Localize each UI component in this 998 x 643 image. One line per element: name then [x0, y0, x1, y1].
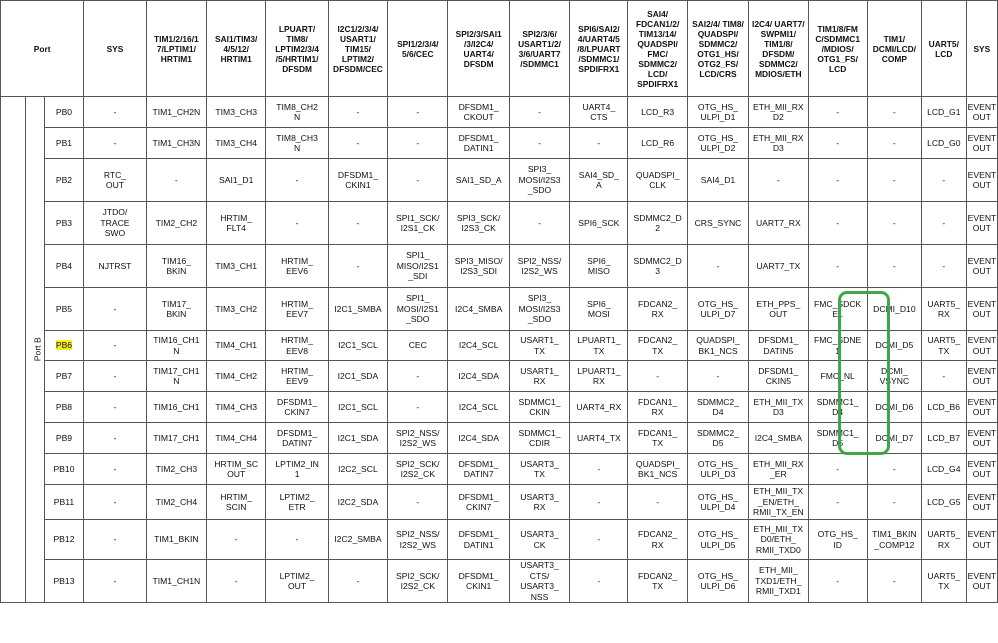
function-cell: OTG_HS_ ULPI_D4	[687, 485, 748, 520]
header-af6: SPI2/3/SAI1 /3/I2C4/ UART4/ DFSDM	[448, 1, 509, 97]
function-cell: TIM1_BKIN	[146, 520, 206, 560]
function-cell: SPI6_SCK	[570, 202, 628, 245]
table-row	[1, 485, 998, 520]
function-cell: -	[808, 97, 867, 128]
function-cell: DFSDM1_ DATIN7	[448, 454, 509, 485]
function-cell: SDMMC1_ D5	[808, 423, 867, 454]
function-cell: SPI1_ MOSI/I2S1 _SDO	[388, 288, 448, 331]
function-cell: -	[808, 454, 867, 485]
function-cell: -	[628, 361, 687, 392]
function-cell: SPI6_ MISO	[570, 245, 628, 288]
function-cell: LPUART1_ TX	[570, 331, 628, 361]
function-cell: -	[867, 454, 921, 485]
function-cell: FDCAN1_ RX	[628, 392, 687, 423]
function-cell: SDMMC1_ D4	[808, 392, 867, 423]
function-cell: DFSDM1_ CKIN1	[448, 560, 509, 603]
table-row	[1, 423, 998, 454]
function-cell: -	[867, 202, 921, 245]
function-cell: -	[749, 159, 808, 202]
function-cell: HRTIM_ FLT4	[207, 202, 266, 245]
header-af8: SPI6/SAI2/ 4/UART4/5 /8/LPUART /SDMMC1/ SPDIFRX1	[570, 1, 628, 97]
function-cell: -	[266, 159, 328, 202]
function-cell: DFSDM1_ DATIN1	[448, 128, 509, 159]
function-cell: OTG_HS_ ULPI_D2	[687, 128, 748, 159]
function-cell: -	[808, 202, 867, 245]
table-row	[1, 331, 998, 361]
function-cell: EVENT OUT	[966, 485, 997, 520]
function-cell: -	[867, 245, 921, 288]
function-cell: -	[84, 560, 146, 603]
function-cell: TIM3_CH3	[207, 97, 266, 128]
function-cell: USART1_ RX	[509, 361, 569, 392]
header-af2: SAI1/TIM3/ 4/5/12/ HRTIM1	[207, 1, 266, 97]
function-cell: SDMMC2_D 2	[628, 202, 687, 245]
function-cell: DFSDM1_ DATIN7	[266, 423, 328, 454]
function-cell: QUADSPI_ CLK	[628, 159, 687, 202]
function-cell: -	[570, 485, 628, 520]
header-af3: LPUART/ TIM8/ LPTIM2/3/4 /5/HRTIM1/ DFSDM	[266, 1, 328, 97]
function-cell: LPTIM2_ OUT	[266, 560, 328, 603]
function-cell: -	[808, 245, 867, 288]
header-af10: SAI2/4/ TIM8/ QUADSPI/ SDMMC2/ OTG1_HS/ OTG2_FS/ LCD/CRS	[687, 1, 748, 97]
function-cell: I2C4_SCL	[448, 392, 509, 423]
function-cell: TIM3_CH1	[207, 245, 266, 288]
function-cell: -	[84, 331, 146, 361]
function-cell: QUADSPI_ BK1_NCS	[687, 331, 748, 361]
function-cell: CRS_SYNC	[687, 202, 748, 245]
function-cell: -	[628, 485, 687, 520]
function-cell: HRTIM_ EEV6	[266, 245, 328, 288]
pin-name-text: PB3	[55, 217, 73, 228]
pin-name	[44, 361, 84, 392]
function-cell: USART3_ TX	[509, 454, 569, 485]
function-cell: LCD_G0	[921, 128, 966, 159]
function-cell: -	[266, 520, 328, 560]
function-cell: TIM17_CH1 N	[146, 361, 206, 392]
function-cell: JTDO/ TRACE SWO	[84, 202, 146, 245]
function-cell: -	[808, 159, 867, 202]
pin-name-text: PB0	[55, 106, 73, 117]
table-body	[1, 97, 998, 603]
header-port: Port	[1, 1, 84, 97]
function-cell: -	[808, 560, 867, 603]
function-cell: -	[388, 159, 448, 202]
pin-name-text: PB5	[55, 303, 73, 314]
function-cell: FDCAN2_ TX	[628, 560, 687, 603]
function-cell: EVENT OUT	[966, 128, 997, 159]
function-cell: ETH_MII_TX D0/ETH_ RMII_TXD0	[749, 520, 808, 560]
function-cell: SAI4_SD_ A	[570, 159, 628, 202]
function-cell: -	[388, 97, 448, 128]
function-cell: DCMI_D5	[867, 331, 921, 361]
function-cell: SPI1_SCK/ I2S1_CK	[388, 202, 448, 245]
pin-name-text: PB2	[55, 174, 73, 185]
function-cell: ETH_MII_TX D3	[749, 392, 808, 423]
function-cell: HRTIM_ SCIN	[207, 485, 266, 520]
function-cell: -	[921, 202, 966, 245]
pin-name	[44, 560, 84, 603]
function-cell: UART7_TX	[749, 245, 808, 288]
pin-name	[44, 392, 84, 423]
function-cell: -	[808, 485, 867, 520]
function-cell: FMC_SDCK E1	[808, 288, 867, 331]
function-cell: TIM8_CH2 N	[266, 97, 328, 128]
function-cell: -	[509, 97, 569, 128]
table-row	[1, 392, 998, 423]
function-cell: LPUART1_ RX	[570, 361, 628, 392]
function-cell: EVENT OUT	[966, 392, 997, 423]
function-cell: -	[388, 485, 448, 520]
function-cell: FMC_NL	[808, 361, 867, 392]
function-cell: LPTIM2_IN 1	[266, 454, 328, 485]
function-cell: -	[921, 159, 966, 202]
function-cell: TIM2_CH3	[146, 454, 206, 485]
header-af13: TIM1/ DCMI/LCD/ COMP	[867, 1, 921, 97]
function-cell: CEC	[388, 331, 448, 361]
function-cell: -	[84, 128, 146, 159]
function-cell: -	[867, 128, 921, 159]
function-cell: SPI3_MISO/ I2S3_SDI	[448, 245, 509, 288]
function-cell: OTG_HS_ ID	[808, 520, 867, 560]
table-row	[1, 245, 998, 288]
function-cell: NJTRST	[84, 245, 146, 288]
function-cell: -	[84, 520, 146, 560]
function-cell: I2C1_SDA	[328, 361, 387, 392]
function-cell: QUADSPI_ BK1_NCS	[628, 454, 687, 485]
function-cell: OTG_HS_ ULPI_D7	[687, 288, 748, 331]
function-cell: FMC_SDNE 1	[808, 331, 867, 361]
pin-name	[44, 485, 84, 520]
function-cell: FDCAN1_ TX	[628, 423, 687, 454]
table-row	[1, 159, 998, 202]
function-cell: ETH_MII_RX D2	[749, 97, 808, 128]
table-row	[1, 560, 998, 603]
table-row	[1, 97, 998, 128]
function-cell: HRTIM_ EEV8	[266, 331, 328, 361]
function-cell: -	[84, 97, 146, 128]
function-cell: -	[570, 520, 628, 560]
pin-name	[44, 520, 84, 560]
function-cell: I2C1_SCL	[328, 392, 387, 423]
function-cell: TIM4_CH3	[207, 392, 266, 423]
function-cell: LCD_B6	[921, 392, 966, 423]
function-cell: -	[867, 97, 921, 128]
port-group-cell	[25, 97, 44, 603]
function-cell: SPI2_NSS/ I2S2_WS	[388, 520, 448, 560]
pin-name	[44, 245, 84, 288]
function-cell: EVENT OUT	[966, 245, 997, 288]
function-cell: -	[388, 128, 448, 159]
header-sys: SYS	[84, 1, 146, 97]
function-cell: TIM17_ BKIN	[146, 288, 206, 331]
function-cell: -	[328, 560, 387, 603]
port-group-label: Port B	[32, 337, 43, 362]
function-cell: SDMMC2_D 3	[628, 245, 687, 288]
function-cell: LCD_R6	[628, 128, 687, 159]
function-cell: -	[328, 97, 387, 128]
function-cell: SPI1_ MISO/I2S1 _SDI	[388, 245, 448, 288]
function-cell: DFSDM1_ CKOUT	[448, 97, 509, 128]
function-cell: SPI3_ MOSI/I2S3 _SDO	[509, 159, 569, 202]
function-cell: EVENT OUT	[966, 202, 997, 245]
function-cell: TIM3_CH4	[207, 128, 266, 159]
function-cell: I2C1_SMBA	[328, 288, 387, 331]
function-cell: SDMMC2_ D5	[687, 423, 748, 454]
function-cell: RTC_ OUT	[84, 159, 146, 202]
function-cell: TIM8_CH3 N	[266, 128, 328, 159]
function-cell: LCD_G1	[921, 97, 966, 128]
function-cell: -	[84, 392, 146, 423]
function-cell: -	[570, 560, 628, 603]
function-cell: USART3_ CK	[509, 520, 569, 560]
pin-name-text: PB4	[55, 260, 73, 271]
function-cell: OTG_HS_ ULPI_D1	[687, 97, 748, 128]
function-cell: FDCAN2_ TX	[628, 331, 687, 361]
function-cell: LCD_R3	[628, 97, 687, 128]
function-cell: TIM3_CH2	[207, 288, 266, 331]
function-cell: I2C4_SMBA	[749, 423, 808, 454]
pin-name-text: PB1	[55, 137, 73, 148]
function-cell: UART4_ CTS	[570, 97, 628, 128]
function-cell: SAI4_D1	[687, 159, 748, 202]
function-cell: EVENT OUT	[966, 97, 997, 128]
function-cell: TIM4_CH4	[207, 423, 266, 454]
pin-name	[44, 423, 84, 454]
pin-name-text: PB13	[53, 575, 75, 586]
function-cell: -	[570, 454, 628, 485]
function-cell: EVENT OUT	[966, 288, 997, 331]
function-cell: UART4_RX	[570, 392, 628, 423]
function-cell: TIM2_CH4	[146, 485, 206, 520]
function-cell: SPI2_NSS/ I2S2_WS	[388, 423, 448, 454]
function-cell: LCD_G5	[921, 485, 966, 520]
function-cell: TIM17_CH1	[146, 423, 206, 454]
function-cell: EVENT OUT	[966, 159, 997, 202]
function-cell: USART3_ CTS/ USART3_ NSS	[509, 560, 569, 603]
header-af11: I2C4/ UART7/ SWPMI1/ TIM1/8/ DFSDM/ SDMMC2/ MDIOS/ETH	[749, 1, 808, 97]
function-cell: ETH_MII_RX D3	[749, 128, 808, 159]
header-af12: TIM1/8/FM C/SDMMC1 /MDIOS/ OTG1_FS/ LCD	[808, 1, 867, 97]
header-af5: SPI1/2/3/4/ 5/6/CEC	[388, 1, 448, 97]
function-cell: DFSDM1_ CKIN7	[266, 392, 328, 423]
table-row	[1, 361, 998, 392]
table-row	[1, 520, 998, 560]
pin-name-text: PB8	[55, 401, 73, 412]
pin-name	[44, 331, 84, 361]
function-cell: -	[921, 245, 966, 288]
function-cell: SDMMC1_ CKIN	[509, 392, 569, 423]
function-cell: UART4_TX	[570, 423, 628, 454]
function-cell: SPI3_ MOSI/I2S3 _SDO	[509, 288, 569, 331]
function-cell: -	[84, 485, 146, 520]
pin-name	[44, 97, 84, 128]
function-cell: -	[921, 361, 966, 392]
pin-name	[44, 202, 84, 245]
function-cell: HRTIM_SC OUT	[207, 454, 266, 485]
function-cell: I2C2_SMBA	[328, 520, 387, 560]
function-cell: -	[207, 560, 266, 603]
function-cell: -	[509, 202, 569, 245]
function-cell: -	[570, 128, 628, 159]
function-cell: HRTIM_ EEV9	[266, 361, 328, 392]
function-cell: DFSDM1_ CKIN5	[749, 361, 808, 392]
function-cell: -	[146, 159, 206, 202]
pin-name-text: PB9	[55, 432, 73, 443]
function-cell: USART1_ TX	[509, 331, 569, 361]
header-sys-out: SYS	[966, 1, 997, 97]
function-cell: LPTIM2_ ETR	[266, 485, 328, 520]
function-cell: LCD_G4	[921, 454, 966, 485]
function-cell: UART7_RX	[749, 202, 808, 245]
function-cell: -	[84, 423, 146, 454]
function-cell: -	[867, 560, 921, 603]
function-cell: SAI1_D1	[207, 159, 266, 202]
table-row	[1, 288, 998, 331]
function-cell: EVENT OUT	[966, 520, 997, 560]
function-cell: UART5_ RX	[921, 288, 966, 331]
function-cell: FDCAN2_ RX	[628, 520, 687, 560]
function-cell: SPI6_ MOSI	[570, 288, 628, 331]
function-cell: EVENT OUT	[966, 331, 997, 361]
group-spacer	[1, 97, 26, 603]
function-cell: I2C2_SCL	[328, 454, 387, 485]
function-cell: -	[84, 288, 146, 331]
function-cell: ETH_MII_RX _ER	[749, 454, 808, 485]
function-cell: -	[328, 202, 387, 245]
function-cell: -	[84, 454, 146, 485]
function-cell: TIM1_CH3N	[146, 128, 206, 159]
pin-name	[44, 288, 84, 331]
table-row	[1, 454, 998, 485]
header-af4: I2C1/2/3/4/ USART1/ TIM15/ LPTIM2/ DFSDM/CEC	[328, 1, 387, 97]
function-cell: ETH_MII_TX _EN/ETH_ RMII_TX_EN	[749, 485, 808, 520]
function-cell: FDCAN2_ RX	[628, 288, 687, 331]
function-cell: SPI3_SCK/ I2S3_CK	[448, 202, 509, 245]
function-cell: TIM4_CH2	[207, 361, 266, 392]
function-cell: DCMI_ VSYNC	[867, 361, 921, 392]
function-cell: OTG_HS_ ULPI_D6	[687, 560, 748, 603]
function-cell: SDMMC1_ CDIR	[509, 423, 569, 454]
function-cell: UART5_ TX	[921, 560, 966, 603]
function-cell: TIM16_CH1	[146, 392, 206, 423]
header-af9: SAI4/ FDCAN1/2/ TIM13/14/ QUADSPI/ FMC/ SDMMC2/ LCD/ SPDIFRX1	[628, 1, 687, 97]
function-cell: OTG_HS_ ULPI_D3	[687, 454, 748, 485]
function-cell: -	[867, 485, 921, 520]
function-cell: -	[867, 159, 921, 202]
function-cell: -	[328, 245, 387, 288]
pin-name	[44, 454, 84, 485]
function-cell: OTG_HS_ ULPI_D5	[687, 520, 748, 560]
function-cell: -	[84, 361, 146, 392]
function-cell: -	[266, 202, 328, 245]
function-cell: -	[388, 361, 448, 392]
function-cell: I2C4_SDA	[448, 361, 509, 392]
function-cell: SDMMC2_ D4	[687, 392, 748, 423]
function-cell: DFSDM1_ DATIN1	[448, 520, 509, 560]
function-cell: -	[808, 128, 867, 159]
function-cell: UART5_ RX	[921, 520, 966, 560]
function-cell: TIM16_CH1 N	[146, 331, 206, 361]
function-cell: -	[328, 128, 387, 159]
function-cell: UART5_ TX	[921, 331, 966, 361]
pin-name-text: PB12	[53, 534, 75, 545]
pin-name-highlighted: PB6	[55, 340, 73, 351]
function-cell: TIM1_CH2N	[146, 97, 206, 128]
function-cell: LCD_B7	[921, 423, 966, 454]
pin-name-text: PB11	[53, 496, 75, 507]
function-cell: TIM2_CH2	[146, 202, 206, 245]
function-cell: I2C4_SDA	[448, 423, 509, 454]
header-af1: TIM1/2/16/1 7/LPTIM1/ HRTIM1	[146, 1, 206, 97]
function-cell: EVENT OUT	[966, 361, 997, 392]
function-cell: I2C4_SCL	[448, 331, 509, 361]
pin-name	[44, 159, 84, 202]
table-row	[1, 202, 998, 245]
function-cell: DFSDM1_ CKIN7	[448, 485, 509, 520]
header-af14: UART5/ LCD	[921, 1, 966, 97]
function-cell: -	[388, 392, 448, 423]
function-cell: SPI2_NSS/ I2S2_WS	[509, 245, 569, 288]
function-cell: -	[687, 245, 748, 288]
pin-name-text: PB10	[53, 463, 75, 474]
function-cell: DCMI_D10	[867, 288, 921, 331]
function-cell: EVENT OUT	[966, 454, 997, 485]
header-af7: SPI2/3/6/ USART1/2/ 3/6/UART7 /SDMMC1	[509, 1, 569, 97]
function-cell: EVENT OUT	[966, 423, 997, 454]
function-cell: DCMI_D6	[867, 392, 921, 423]
table-row	[1, 128, 998, 159]
function-cell: ETH_PPS_ OUT	[749, 288, 808, 331]
function-cell: EVENT OUT	[966, 560, 997, 603]
function-cell: I2C1_SDA	[328, 423, 387, 454]
function-cell: -	[509, 128, 569, 159]
function-cell: SAI1_SD_A	[448, 159, 509, 202]
function-cell: ETH_MII_ TXD1/ETH_ RMII_TXD1	[749, 560, 808, 603]
function-cell: HRTIM_ EEV7	[266, 288, 328, 331]
function-cell: TIM16_ BKIN	[146, 245, 206, 288]
function-cell: -	[207, 520, 266, 560]
function-cell: TIM1_BKIN _COMP12	[867, 520, 921, 560]
header-row	[1, 1, 998, 97]
function-cell: I2C2_SDA	[328, 485, 387, 520]
function-cell: DFSDM1_ DATIN5	[749, 331, 808, 361]
function-cell: DCMI_D7	[867, 423, 921, 454]
function-cell: DFSDM1_ CKIN1	[328, 159, 387, 202]
pin-name-text: PB7	[55, 370, 73, 381]
function-cell: I2C1_SCL	[328, 331, 387, 361]
function-cell: TIM4_CH1	[207, 331, 266, 361]
function-cell: TIM1_CH1N	[146, 560, 206, 603]
function-cell: SPI2_SCK/ I2S2_CK	[388, 454, 448, 485]
pin-name	[44, 128, 84, 159]
function-cell: I2C4_SMBA	[448, 288, 509, 331]
function-cell: SPI2_SCK/ I2S2_CK	[388, 560, 448, 603]
function-cell: -	[687, 361, 748, 392]
function-cell: USART3_ RX	[509, 485, 569, 520]
